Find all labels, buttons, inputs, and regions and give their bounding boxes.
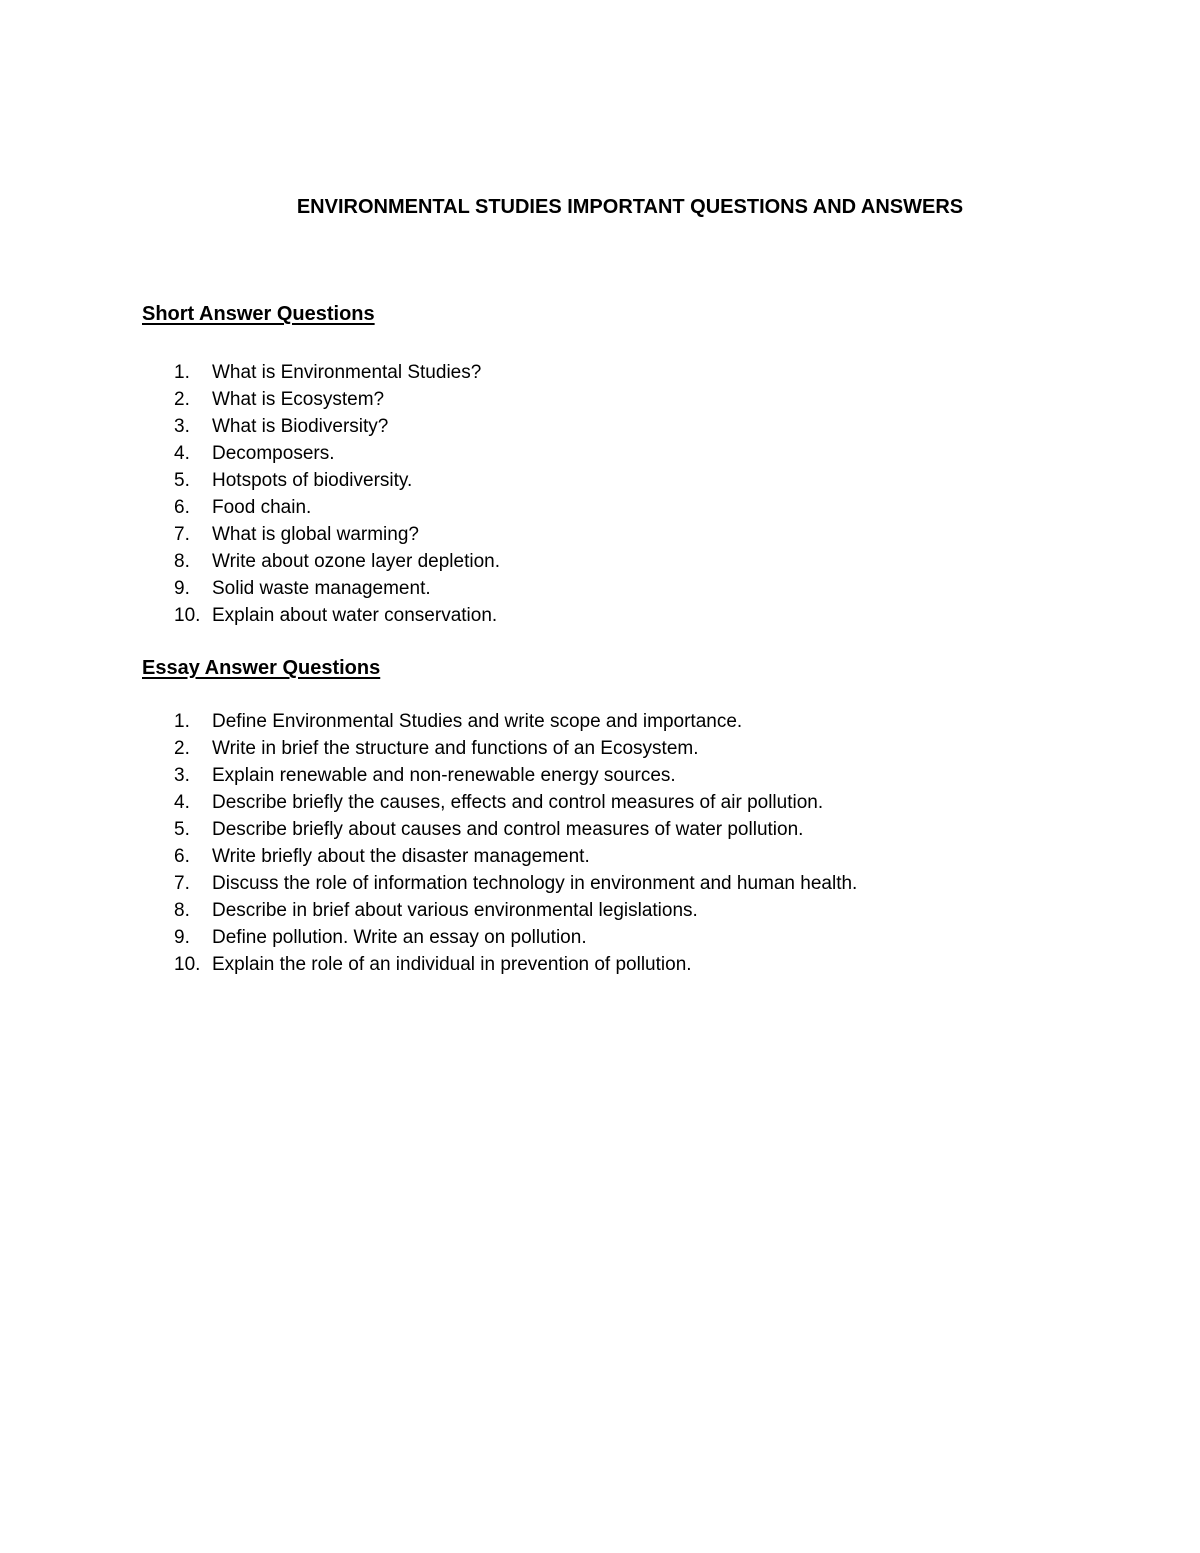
item-text: Explain the role of an individual in prevention of pollution. (212, 954, 692, 975)
item-number: 3. (174, 416, 190, 437)
essay-answer-item (0, 708, 1200, 735)
item-number: 1. (174, 362, 190, 383)
item-number: 7. (174, 524, 190, 545)
short-answer-item (0, 413, 1200, 440)
short-answer-list (0, 359, 1200, 629)
short-answer-item (0, 602, 1200, 629)
item-text: Define Environmental Studies and write scope and importance. (212, 711, 743, 732)
essay-answer-item (0, 951, 1200, 978)
item-text: What is Biodiversity? (212, 416, 389, 437)
item-text: What is Environmental Studies? (212, 362, 482, 383)
document-title-text: ENVIRONMENTAL STUDIES IMPORTANT QUESTIONS AND ANSWERS (296, 196, 964, 218)
item-text: Hotspots of biodiversity. (212, 470, 413, 491)
item-text: Food chain. (212, 497, 312, 518)
item-number: 8. (174, 900, 190, 921)
item-text: Explain renewable and non-renewable energy sources. (212, 765, 676, 786)
item-number: 4. (174, 443, 190, 464)
item-number: 10. (174, 954, 201, 975)
item-text: Define pollution. Write an essay on pollution. (212, 927, 587, 948)
item-text: Decomposers. (212, 443, 335, 464)
short-answer-item (0, 386, 1200, 413)
item-number: 1. (174, 711, 190, 732)
item-text: Solid waste management. (212, 578, 431, 599)
item-text: Explain about water conservation. (212, 605, 498, 626)
essay-answer-item (0, 762, 1200, 789)
item-number: 6. (174, 846, 190, 867)
item-number: 8. (174, 551, 190, 572)
short-answer-item (0, 359, 1200, 386)
essay-answer-list (0, 708, 1200, 978)
item-text: Describe briefly the causes, effects and control measures of air pollution. (212, 792, 824, 813)
short-answer-item (0, 575, 1200, 602)
item-number: 3. (174, 765, 190, 786)
essay-answer-item (0, 924, 1200, 951)
short-answer-item (0, 440, 1200, 467)
item-number: 9. (174, 578, 190, 599)
essay-answer-heading: Essay Answer Questions (142, 657, 381, 679)
essay-answer-item (0, 843, 1200, 870)
item-number: 5. (174, 470, 190, 491)
item-text: Describe in brief about various environmental legislations. (212, 900, 698, 921)
essay-answer-item (0, 870, 1200, 897)
item-text: Describe briefly about causes and control measures of water pollution. (212, 819, 804, 840)
item-number: 2. (174, 738, 190, 759)
essay-answer-item (0, 789, 1200, 816)
document-title (0, 196, 1200, 219)
short-answer-heading: Short Answer Questions (142, 303, 375, 325)
short-answer-item (0, 548, 1200, 575)
short-answer-item (0, 521, 1200, 548)
short-answer-item (0, 494, 1200, 521)
item-text: What is global warming? (212, 524, 419, 545)
item-text: Write about ozone layer depletion. (212, 551, 500, 572)
essay-answer-item (0, 816, 1200, 843)
item-number: 2. (174, 389, 190, 410)
item-number: 5. (174, 819, 190, 840)
item-text: Write in brief the structure and functions of an Ecosystem. (212, 738, 699, 759)
item-text: Discuss the role of information technology in environment and human health. (212, 873, 858, 894)
essay-answer-item (0, 735, 1200, 762)
essay-answer-item (0, 897, 1200, 924)
short-answer-item (0, 467, 1200, 494)
item-number: 9. (174, 927, 190, 948)
item-text: Write briefly about the disaster management. (212, 846, 590, 867)
item-number: 4. (174, 792, 190, 813)
item-number: 6. (174, 497, 190, 518)
item-number: 7. (174, 873, 190, 894)
item-number: 10. (174, 605, 201, 626)
item-text: What is Ecosystem? (212, 389, 385, 410)
